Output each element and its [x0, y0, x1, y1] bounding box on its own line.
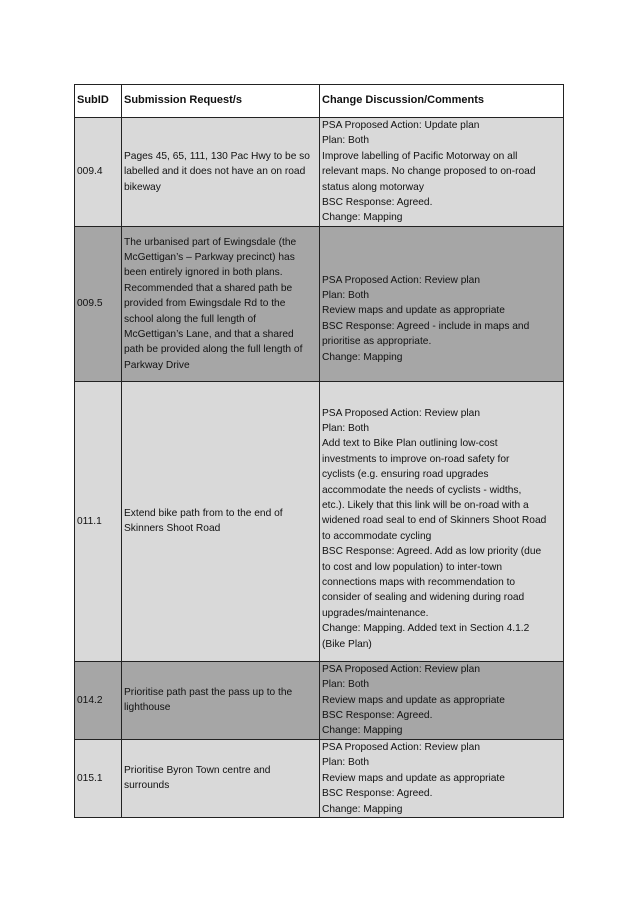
- comment-line: Plan: Both: [322, 679, 370, 691]
- comment-line: investments to improve on-road safety for: [322, 453, 510, 465]
- request-line: McGettigan’s – Parkway precinct) has: [124, 251, 295, 263]
- comment-line: Change: Mapping: [322, 351, 403, 363]
- request-line: Prioritise Byron Town centre and: [124, 764, 271, 776]
- request-line: Parkway Drive: [124, 359, 190, 371]
- table-row: [75, 381, 564, 661]
- comment-line: BSC Response: Agreed. Add as low priority (due: [322, 546, 542, 558]
- comment-line: connections maps with recommendation to: [322, 577, 516, 589]
- row-comments: [320, 381, 564, 661]
- row-comments: [320, 226, 564, 381]
- comment-line: PSA Proposed Action: Review plan: [322, 663, 480, 675]
- request-line: Pages 45, 65, 111, 130 Pac Hwy to be so: [124, 150, 310, 162]
- comment-line: BSC Response: Agreed - include in maps and: [322, 320, 530, 332]
- row-request: [122, 381, 320, 661]
- table-row: [75, 226, 564, 381]
- comment-line: accommodate the needs of cyclists - widths,: [322, 484, 522, 496]
- comment-line: consider of sealing and widening during road: [322, 592, 525, 604]
- request-line: Recommended that a shared path be: [124, 282, 293, 294]
- row-subid: 009.5: [75, 226, 122, 381]
- comment-line: Review maps and update as appropriate: [322, 772, 505, 784]
- header-change-comments: Change Discussion/Comments: [320, 85, 564, 118]
- request-line: bikeway: [124, 181, 161, 193]
- comment-line: (Bike Plan): [322, 638, 372, 650]
- header-subid: SubID: [75, 85, 122, 118]
- comment-line: cyclists (e.g. ensuring road upgrades: [322, 469, 489, 481]
- comment-line: BSC Response: Agreed.: [322, 197, 433, 209]
- request-line: been entirely ignored in both plans.: [124, 267, 283, 279]
- submissions-table-container: [74, 84, 563, 818]
- comment-line: relevant maps. No change proposed to on-road: [322, 166, 536, 178]
- comment-line: widened road seal to end of Skinners Shoot Road: [322, 515, 547, 527]
- comment-line: status along motorway: [322, 181, 424, 193]
- comment-line: Improve labelling of Pacific Motorway on all: [322, 150, 518, 162]
- row-request: [122, 118, 320, 227]
- comment-line: PSA Proposed Action: Review plan: [322, 741, 480, 753]
- submissions-table: [74, 84, 564, 818]
- request-line: surrounds: [124, 780, 170, 792]
- comment-line: Review maps and update as appropriate: [322, 694, 505, 706]
- request-line: lighthouse: [124, 702, 171, 714]
- table-row: [75, 739, 564, 817]
- table-row: [75, 661, 564, 739]
- request-line: labelled and it does not have an on road: [124, 166, 306, 178]
- row-comments: [320, 118, 564, 227]
- comment-line: to cost and low population) to inter-town: [322, 561, 503, 573]
- comment-line: PSA Proposed Action: Review plan: [322, 407, 480, 419]
- comment-line: BSC Response: Agreed.: [322, 788, 433, 800]
- row-comments: [320, 661, 564, 739]
- table-row: [75, 118, 564, 227]
- request-line: school along the full length of: [124, 313, 256, 325]
- comment-line: upgrades/maintenance.: [322, 607, 429, 619]
- request-line: provided from Ewingsdale Rd to the: [124, 298, 286, 310]
- comment-line: Add text to Bike Plan outlining low-cost: [322, 438, 498, 450]
- comment-line: Change: Mapping: [322, 725, 403, 737]
- comment-line: Review maps and update as appropriate: [322, 305, 505, 317]
- comment-line: Plan: Both: [322, 423, 370, 434]
- comment-line: Plan: Both: [322, 290, 370, 302]
- header-row: [75, 85, 564, 118]
- request-line: Prioritise path past the pass up to the: [124, 686, 293, 698]
- row-subid: 014.2: [75, 661, 122, 739]
- request-line: Extend bike path from to the end of: [124, 507, 283, 519]
- request-line: McGettigan’s Lane, and that a shared: [124, 328, 294, 340]
- comment-line: PSA Proposed Action: Update plan: [322, 120, 480, 131]
- comment-line: BSC Response: Agreed.: [322, 710, 433, 722]
- row-subid: 011.1: [75, 381, 122, 661]
- comment-line: to accommodate cycling: [322, 530, 432, 542]
- row-subid: 015.1: [75, 739, 122, 817]
- request-line: path be provided along the full length of: [124, 344, 303, 356]
- comment-line: prioritise as appropriate.: [322, 336, 432, 348]
- row-comments: [320, 739, 564, 817]
- row-subid: 009.4: [75, 118, 122, 227]
- comment-line: Change: Mapping: [322, 803, 403, 815]
- request-line: The urbanised part of Ewingsdale (the: [124, 236, 297, 248]
- comment-line: Plan: Both: [322, 757, 370, 769]
- header-submission-request: Submission Request/s: [122, 85, 320, 118]
- row-request: [122, 661, 320, 739]
- row-request: [122, 226, 320, 381]
- comment-line: PSA Proposed Action: Review plan: [322, 274, 480, 286]
- comment-line: Change: Mapping. Added text in Section 4.1.2: [322, 623, 530, 635]
- comment-line: etc.). Likely that this link will be on-road with a: [322, 500, 529, 512]
- comment-line: Change: Mapping: [322, 212, 403, 224]
- comment-line: Plan: Both: [322, 135, 370, 147]
- row-request: [122, 739, 320, 817]
- request-line: Skinners Shoot Road: [124, 523, 221, 535]
